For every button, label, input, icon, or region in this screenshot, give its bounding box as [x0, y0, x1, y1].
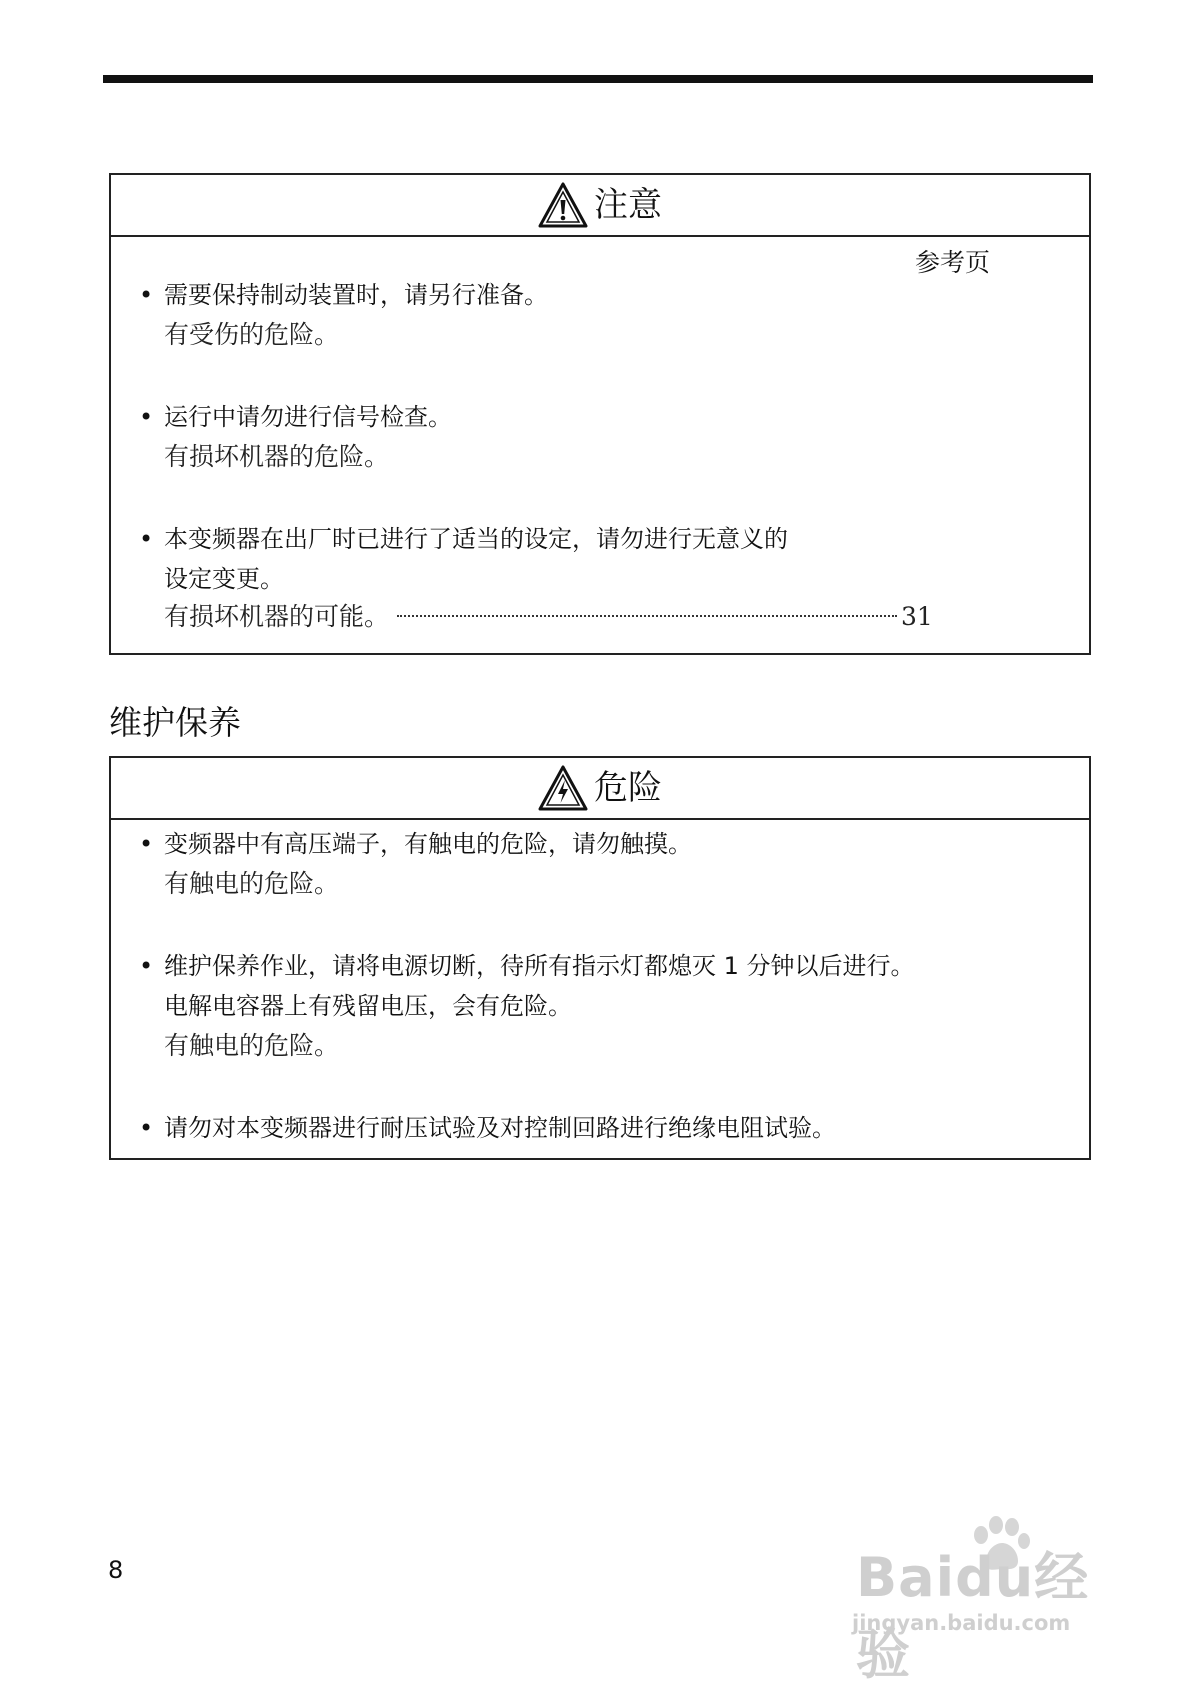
- item-text: 请勿对本变频器进行耐压试验及对控制回路进行绝缘电阻试验。: [164, 1114, 836, 1142]
- bullet: •: [139, 1114, 154, 1142]
- item-consequence: 有触电的危险。: [164, 869, 340, 898]
- page-number: 8: [108, 1556, 124, 1584]
- item-text: 维护保养作业，请将电源切断，待所有指示灯都熄灭 1 分钟以后进行。: [164, 952, 915, 980]
- item-text-continued: 设定变更。: [164, 565, 284, 593]
- item-text-continued: 电解电容器上有残留电压，会有危险。: [164, 992, 572, 1020]
- reference-page-number: 31: [901, 602, 933, 631]
- caution-header: [111, 175, 1089, 237]
- item-text: 本变频器在出厂时已进行了适当的设定，请勿进行无意义的: [164, 525, 788, 553]
- item-text: 需要保持制动装置时，请另行准备。: [164, 281, 548, 309]
- watermark-brand: Baidu经验: [856, 1546, 1090, 1686]
- item-consequence: 有受伤的危险。: [164, 320, 340, 349]
- exclamation-triangle-icon: [538, 182, 588, 228]
- item-text: 运行中请勿进行信号检查。: [164, 403, 452, 431]
- lightning-triangle-icon: [538, 765, 588, 811]
- item-consequence: 有触电的危险。: [164, 1031, 340, 1060]
- bullet: •: [139, 403, 154, 431]
- item-consequence: 有损坏机器的可能。: [164, 602, 390, 631]
- bullet: •: [139, 830, 154, 858]
- item-consequence-with-ref: [164, 597, 933, 637]
- danger-header: [111, 758, 1089, 820]
- dot-leader: [397, 615, 897, 617]
- caution-title: 注意: [594, 185, 662, 225]
- top-rule: [103, 75, 1093, 83]
- caution-box: [109, 173, 1091, 655]
- section-heading: 维护保养: [109, 703, 241, 742]
- item-text: 变频器中有高压端子，有触电的危险，请勿触摸。: [164, 830, 692, 858]
- reference-page-label: 参考页: [914, 248, 990, 277]
- danger-box: [109, 756, 1091, 1160]
- watermark-url: jingyan.baidu.com: [852, 1611, 1071, 1635]
- bullet: •: [139, 952, 154, 980]
- item-consequence: 有损坏机器的危险。: [164, 442, 390, 471]
- danger-title: 危险: [594, 768, 662, 808]
- baidu-watermark: [848, 1515, 1128, 1686]
- bullet: •: [139, 281, 154, 309]
- bullet: •: [139, 525, 154, 553]
